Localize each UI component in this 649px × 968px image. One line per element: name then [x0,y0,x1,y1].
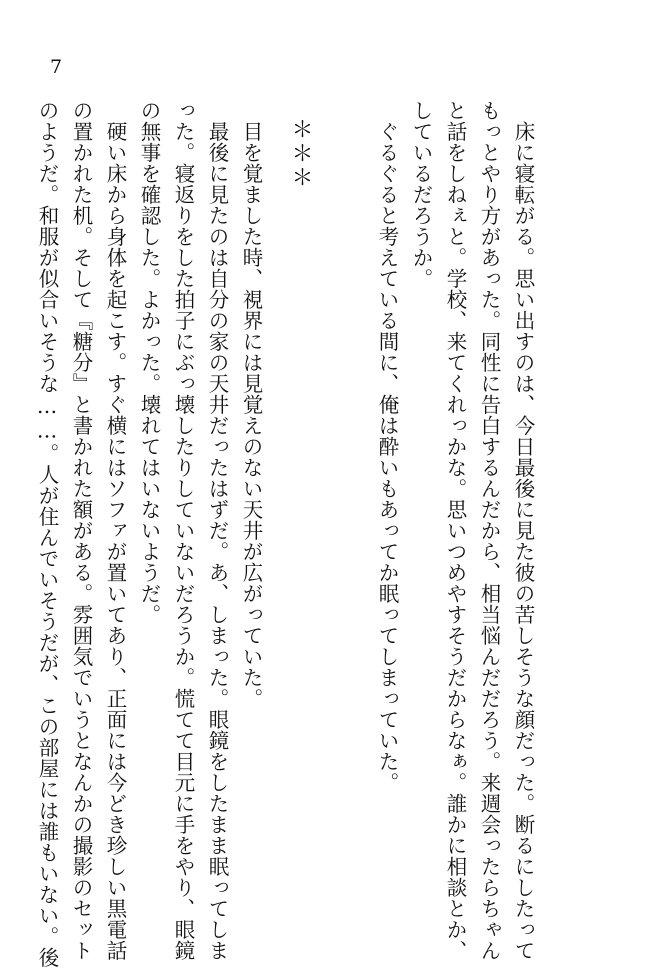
page-number: 7 [50,56,63,78]
text-column: の置かれた机。そして『糖分』と書かれた額がある。雰囲気でいうとなんかの撮影のセット [69,100,93,961]
text-column: のようだ。和服が似合いそうな……。人が住んでいそうだが、この部屋には誰もいない。後 [35,100,59,968]
text-column: しているだろうか。 [409,100,433,289]
text-column: の無事を確認した。よかった。壊れてはいないようだ。 [137,100,161,625]
text-column: ぐるぐると考えている間に、俺は酔いもあってか眠ってしまっていた。 [375,100,399,793]
text-column: った。寝返りをした拍子にぶっ壊したりしていないだろうか。慌てて目元に手をやり、眼鏡 [171,100,195,961]
section-separator: ＊＊＊ [288,118,313,190]
text-column: と話をしねぇと。学校、来てくれっかな。思いつめやすそうだからなぁ。誰かに相談とか、 [443,100,467,961]
text-column: 硬い床から身体を起こす。すぐ横にはソファが置いてあり、正面には今どき珍しい黒電話 [103,100,127,961]
text-column: 目を覚ました時、視界には見覚えのない天井が広がっていた。 [239,100,263,709]
text-column: 床に寝転がる。思い出すのは、今日最後に見た彼の苦しそうな顔だった。断るにしたって [511,100,535,961]
text-column: もっとやり方があった。同性に告白するんだから、相当悩んだだろう。来週会ったらちゃん [477,100,501,961]
text-column: 最後に見たのは自分の家の天井だったはずだ。あ、しまった。眼鏡をしたまま眠ってしま [205,100,229,961]
